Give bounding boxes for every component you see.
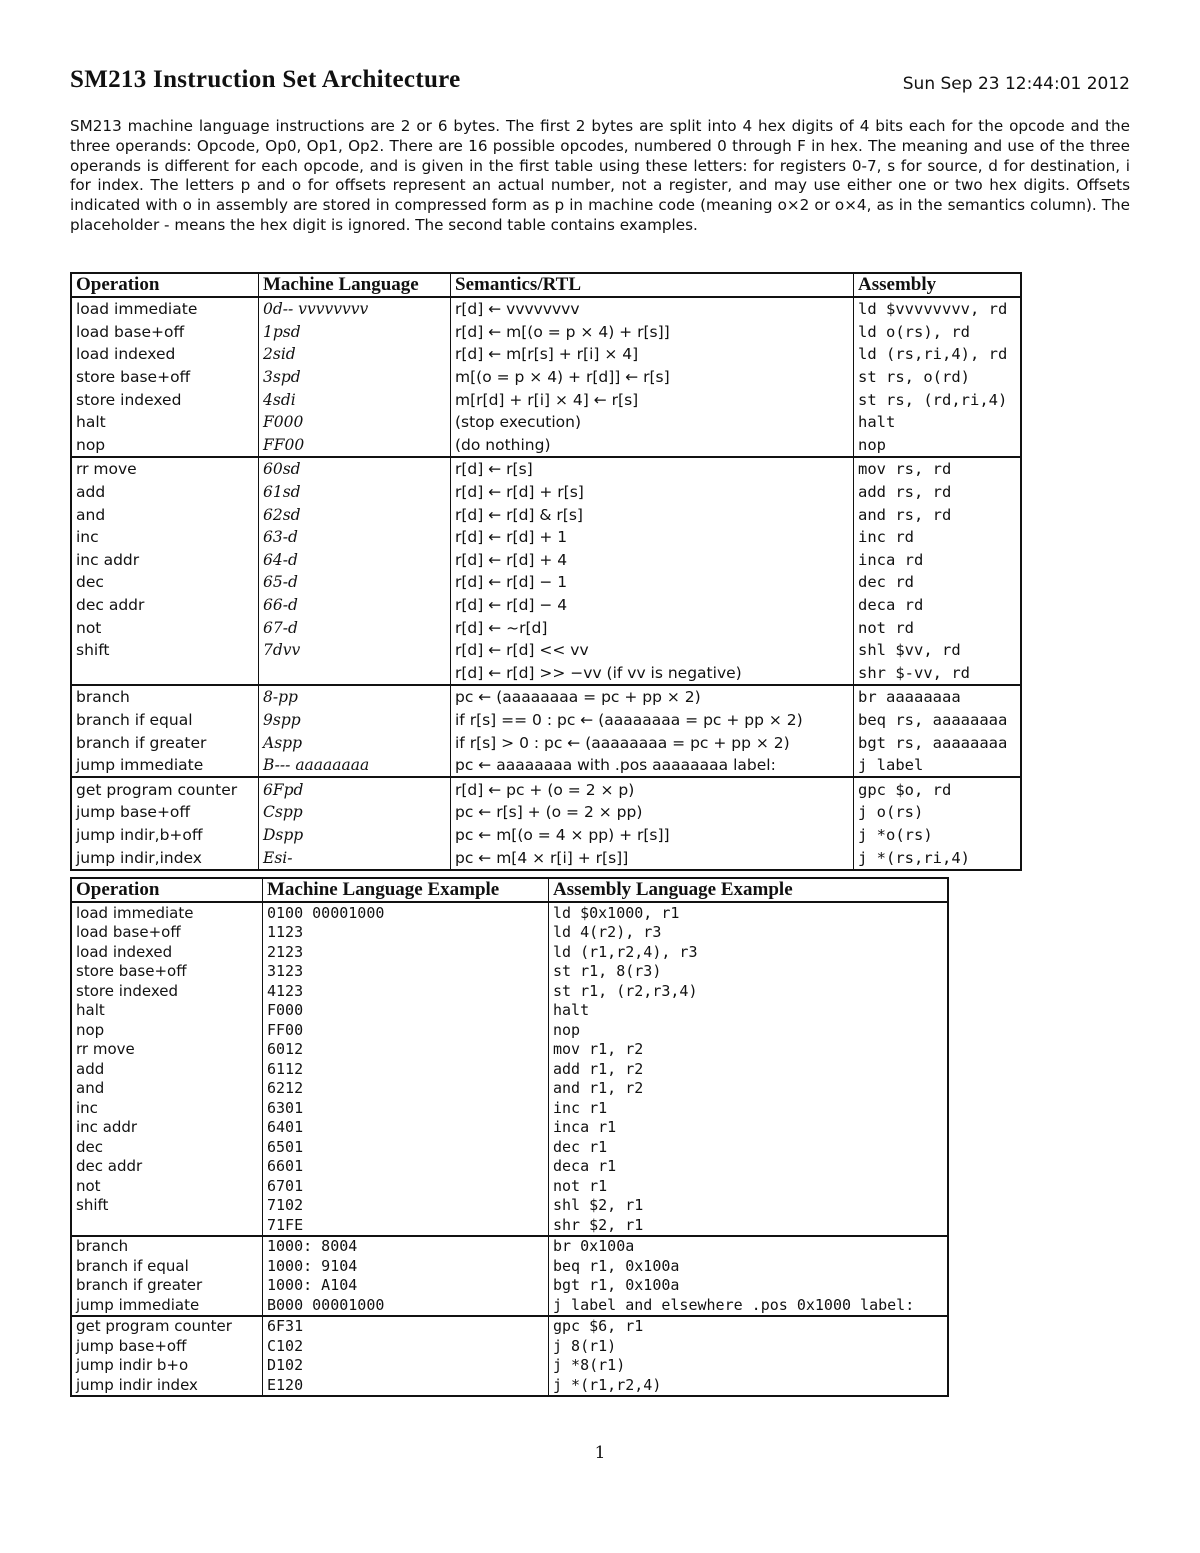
isa-cell-rtl: pc ← m[(o = 4 × pp) + r[s]] xyxy=(451,824,854,847)
isa-row xyxy=(71,343,1021,366)
isa-cell-asm: beq rs, aaaaaaaa xyxy=(858,710,1008,729)
isa-cell-asm: add rs, rd xyxy=(858,483,952,502)
isa-row xyxy=(71,366,1021,389)
example-row xyxy=(71,1256,948,1276)
isa-table-body xyxy=(71,297,1021,870)
isa-header-semantics: Semantics/RTL xyxy=(451,273,854,297)
example-row xyxy=(71,942,948,962)
example-row xyxy=(71,1020,948,1040)
isa-cell-ml: 64-d xyxy=(259,549,451,572)
example-row xyxy=(71,1059,948,1079)
example-row xyxy=(71,1157,948,1177)
example-cell-asm: j label and elsewhere .pos 0x1000 label: xyxy=(553,1295,915,1314)
isa-cell-op: jump indir,index xyxy=(71,846,259,870)
example-cell-ml: 7102 xyxy=(263,1196,549,1216)
example-cell-op: load indexed xyxy=(71,942,263,962)
example-cell-asm: ld $0x1000, r1 xyxy=(553,903,680,922)
isa-cell-op: jump base+off xyxy=(71,801,259,824)
example-row xyxy=(71,1316,948,1337)
isa-header-assembly: Assembly xyxy=(854,273,1022,297)
isa-header-machine-language: Machine Language xyxy=(259,273,451,297)
example-cell-ml: 6F31 xyxy=(263,1316,549,1337)
example-cell-asm: st r1, 8(r3) xyxy=(553,962,662,981)
examples-header-operation: Operation xyxy=(71,878,263,902)
isa-cell-op: branch if equal xyxy=(71,709,259,732)
example-row xyxy=(71,981,948,1001)
example-row xyxy=(71,1336,948,1356)
isa-cell-rtl: r[d] ← r[d] << vv xyxy=(451,639,854,662)
isa-cell-op: not xyxy=(71,616,259,639)
example-cell-op: jump indir b+o xyxy=(71,1356,263,1376)
isa-cell-rtl: m[(o = p × 4) + r[d]] ← r[s] xyxy=(451,366,854,389)
examples-header-assembly: Assembly Language Example xyxy=(549,878,949,902)
example-cell-op: inc addr xyxy=(71,1118,263,1138)
isa-cell-rtl: r[d] ← r[d] − 4 xyxy=(451,594,854,617)
isa-cell-op: shift xyxy=(71,639,259,662)
example-cell-op: and xyxy=(71,1079,263,1099)
isa-cell-op: load indexed xyxy=(71,343,259,366)
example-cell-ml: 2123 xyxy=(263,942,549,962)
isa-row xyxy=(71,777,1021,801)
example-cell-ml: E120 xyxy=(263,1375,549,1396)
isa-cell-ml: F000 xyxy=(259,411,451,434)
example-cell-op: jump immediate xyxy=(71,1295,263,1316)
example-cell-op: nop xyxy=(71,1020,263,1040)
isa-cell-asm: and rs, rd xyxy=(858,505,952,524)
example-cell-op: branch xyxy=(71,1236,263,1257)
example-row xyxy=(71,1137,948,1157)
isa-cell-rtl: if r[s] > 0 : pc ← (aaaaaaaa = pc + pp × 2) xyxy=(451,731,854,754)
example-cell-op: branch if equal xyxy=(71,1256,263,1276)
isa-cell-op: add xyxy=(71,481,259,504)
example-cell-asm: and r1, r2 xyxy=(553,1079,644,1098)
example-cell-ml: 6301 xyxy=(263,1098,549,1118)
isa-cell-asm: ld $vvvvvvvv, rd xyxy=(858,300,1008,319)
example-cell-ml: C102 xyxy=(263,1336,549,1356)
example-cell-ml: 3123 xyxy=(263,962,549,982)
isa-cell-ml: Esi- xyxy=(259,846,451,870)
isa-cell-asm: j *(rs,ri,4) xyxy=(858,848,970,867)
isa-cell-asm: halt xyxy=(858,413,896,432)
example-cell-op: inc xyxy=(71,1098,263,1118)
isa-cell-asm: inc rd xyxy=(858,528,914,547)
isa-cell-rtl: pc ← r[s] + (o = 2 × pp) xyxy=(451,801,854,824)
isa-cell-asm: ld o(rs), rd xyxy=(858,322,970,341)
isa-cell-op: get program counter xyxy=(71,777,259,801)
example-row xyxy=(71,1118,948,1138)
isa-row xyxy=(71,824,1021,847)
isa-cell-ml: 65-d xyxy=(259,571,451,594)
example-row xyxy=(71,1001,948,1021)
isa-cell-asm: mov rs, rd xyxy=(854,457,1022,481)
isa-cell-op: and xyxy=(71,503,259,526)
isa-cell-ml: 0d-- vvvvvvvv xyxy=(259,297,451,321)
isa-cell-op: inc xyxy=(71,526,259,549)
example-cell-asm: shr $2, r1 xyxy=(553,1215,644,1234)
isa-cell-asm: shl $vv, rd xyxy=(858,641,961,660)
example-row xyxy=(71,962,948,982)
example-cell-asm: j 8(r1) xyxy=(553,1336,617,1355)
isa-cell-asm: bgt rs, aaaaaaaa xyxy=(858,733,1008,752)
isa-cell-ml: 61sd xyxy=(259,481,451,504)
isa-cell-rtl: r[d] ← r[d] >> −vv (if vv is negative) xyxy=(451,662,854,686)
isa-row xyxy=(71,571,1021,594)
example-cell-op: branch if greater xyxy=(71,1276,263,1296)
isa-row xyxy=(71,297,1021,321)
example-cell-op: jump indir index xyxy=(71,1375,263,1396)
isa-row xyxy=(71,662,1021,686)
isa-row xyxy=(71,709,1021,732)
example-row xyxy=(71,1236,948,1257)
example-row xyxy=(71,1098,948,1118)
example-cell-asm: dec r1 xyxy=(553,1137,608,1156)
example-cell-ml: 6501 xyxy=(263,1137,549,1157)
example-cell-op: store indexed xyxy=(71,981,263,1001)
isa-cell-asm: j *o(rs) xyxy=(858,825,933,844)
example-cell-asm: br 0x100a xyxy=(549,1236,949,1257)
isa-cell-rtl: if r[s] == 0 : pc ← (aaaaaaaa = pc + pp × 2) xyxy=(451,709,854,732)
isa-cell-asm: not rd xyxy=(858,618,914,637)
example-row xyxy=(71,1176,948,1196)
isa-cell-op: load immediate xyxy=(71,297,259,321)
example-cell-ml: 6112 xyxy=(263,1059,549,1079)
isa-cell-ml: 63-d xyxy=(259,526,451,549)
isa-cell-ml: Cspp xyxy=(259,801,451,824)
example-cell-asm: not r1 xyxy=(553,1176,608,1195)
isa-cell-rtl: r[d] ← r[d] + r[s] xyxy=(451,481,854,504)
isa-cell-ml: 8-pp xyxy=(259,685,451,709)
isa-cell-op: dec addr xyxy=(71,594,259,617)
isa-cell-rtl: r[d] ← pc + (o = 2 × p) xyxy=(451,777,854,801)
intro-text: SM213 machine language instructions are 2 or 6 bytes. The first 2 bytes are split into 4 hex digits of 4 bits each for the opcode and the three operands: Opcode, Op0, Op1, Op2. There are 16 possible opcodes, numbered 0 through F in hex. The meaning and use of the three operands is different for each opcode, and is given in the first table using these letters: for registers 0-7, s for source, d for destination, i for index. The letters p and o for offsets represent an actual number, not a register, and may use either one or two hex digits. Offsets indicated with o in assembly are stored in compressed form as p in machine code (meaning o×2 or o×4, as in the semantics column). The placeholder - means the hex digit is ignored. The second table contains examples. xyxy=(70,117,1130,234)
isa-cell-asm: st rs, o(rd) xyxy=(858,368,970,387)
isa-row xyxy=(71,434,1021,458)
example-cell-ml: F000 xyxy=(263,1001,549,1021)
isa-cell-op: rr move xyxy=(71,457,259,481)
example-cell-asm: deca r1 xyxy=(553,1157,617,1176)
isa-cell-op: jump indir,b+off xyxy=(71,824,259,847)
example-cell-asm: beq r1, 0x100a xyxy=(553,1256,680,1275)
example-cell-ml: 6401 xyxy=(263,1118,549,1138)
isa-cell-ml: 62sd xyxy=(259,503,451,526)
isa-row xyxy=(71,801,1021,824)
example-cell-ml: 1123 xyxy=(263,923,549,943)
example-cell-asm: shl $2, r1 xyxy=(553,1196,644,1215)
isa-row xyxy=(71,754,1021,778)
examples-table xyxy=(70,877,949,1397)
example-cell-ml: 71FE xyxy=(263,1215,549,1236)
isa-row xyxy=(71,846,1021,870)
example-cell-ml: 4123 xyxy=(263,981,549,1001)
isa-cell-ml: 9spp xyxy=(259,709,451,732)
isa-reference-table xyxy=(70,272,1022,871)
isa-cell-op: nop xyxy=(71,434,259,458)
isa-cell-rtl: r[d] ← r[s] xyxy=(451,457,854,481)
isa-cell-ml: B--- aaaaaaaa xyxy=(259,754,451,778)
isa-cell-rtl: r[d] ← m[r[s] + r[i] × 4] xyxy=(451,343,854,366)
isa-row xyxy=(71,388,1021,411)
isa-cell-asm: inca rd xyxy=(858,550,924,569)
isa-cell-ml xyxy=(259,662,451,686)
example-cell-op: rr move xyxy=(71,1040,263,1060)
example-row xyxy=(71,1356,948,1376)
isa-cell-op: store base+off xyxy=(71,366,259,389)
example-cell-ml: B000 00001000 xyxy=(263,1295,549,1316)
example-cell-ml: 1000: 9104 xyxy=(263,1256,549,1276)
isa-row xyxy=(71,594,1021,617)
isa-cell-op: inc addr xyxy=(71,549,259,572)
isa-cell-op: load base+off xyxy=(71,321,259,344)
example-cell-asm: add r1, r2 xyxy=(553,1059,644,1078)
isa-cell-ml: 4sdi xyxy=(259,388,451,411)
example-cell-op: dec xyxy=(71,1137,263,1157)
isa-cell-ml: 6Fpd xyxy=(259,777,451,801)
examples-table-header-row xyxy=(71,878,948,902)
example-cell-op: load immediate xyxy=(71,902,263,923)
isa-cell-op: store indexed xyxy=(71,388,259,411)
isa-row xyxy=(71,481,1021,504)
isa-row xyxy=(71,639,1021,662)
isa-cell-ml: 67-d xyxy=(259,616,451,639)
isa-cell-op: dec xyxy=(71,571,259,594)
example-cell-ml: 1000: 8004 xyxy=(263,1236,549,1257)
example-row xyxy=(71,923,948,943)
isa-cell-op: branch xyxy=(71,685,259,709)
page-number: 1 xyxy=(594,1443,606,1463)
example-cell-op: jump base+off xyxy=(71,1336,263,1356)
isa-cell-asm: nop xyxy=(858,435,886,454)
isa-cell-asm: j label xyxy=(858,756,924,775)
example-cell-asm: nop xyxy=(553,1020,581,1039)
example-row xyxy=(71,1079,948,1099)
example-cell-op: dec addr xyxy=(71,1157,263,1177)
isa-cell-rtl: pc ← m[4 × r[i] + r[s]] xyxy=(451,846,854,870)
isa-cell-rtl: (stop execution) xyxy=(451,411,854,434)
example-cell-op xyxy=(71,1215,263,1236)
isa-cell-rtl: r[d] ← m[(o = p × 4) + r[s]] xyxy=(451,321,854,344)
isa-cell-ml: 60sd xyxy=(259,457,451,481)
example-row xyxy=(71,1375,948,1396)
isa-cell-rtl: r[d] ← ~r[d] xyxy=(451,616,854,639)
isa-row xyxy=(71,411,1021,434)
isa-cell-asm: dec rd xyxy=(858,573,914,592)
isa-cell-ml: 2sid xyxy=(259,343,451,366)
example-cell-op: shift xyxy=(71,1196,263,1216)
example-cell-ml: 6601 xyxy=(263,1157,549,1177)
isa-row xyxy=(71,457,1021,481)
isa-cell-asm: deca rd xyxy=(858,596,924,615)
example-cell-op: load base+off xyxy=(71,923,263,943)
example-row xyxy=(71,1276,948,1296)
example-cell-asm: j *(r1,r2,4) xyxy=(553,1375,662,1394)
isa-cell-asm: shr $-vv, rd xyxy=(858,663,970,682)
isa-cell-ml: 3spd xyxy=(259,366,451,389)
example-cell-ml: 6212 xyxy=(263,1079,549,1099)
example-cell-op: get program counter xyxy=(71,1316,263,1337)
example-cell-ml: 1000: A104 xyxy=(263,1276,549,1296)
isa-cell-rtl: r[d] ← r[d] + 1 xyxy=(451,526,854,549)
isa-cell-rtl: pc ← (aaaaaaaa = pc + pp × 2) xyxy=(451,685,854,709)
examples-table-body xyxy=(71,902,948,1396)
example-cell-op: store base+off xyxy=(71,962,263,982)
example-cell-op: halt xyxy=(71,1001,263,1021)
example-cell-ml: D102 xyxy=(263,1356,549,1376)
isa-cell-asm: ld (rs,ri,4), rd xyxy=(858,345,1008,364)
isa-cell-asm: gpc $o, rd xyxy=(854,777,1022,801)
isa-cell-rtl: r[d] ← r[d] + 4 xyxy=(451,549,854,572)
example-cell-asm: gpc $6, r1 xyxy=(549,1316,949,1337)
example-row xyxy=(71,1196,948,1216)
example-cell-asm: st r1, (r2,r3,4) xyxy=(553,981,698,1000)
example-cell-op: not xyxy=(71,1176,263,1196)
isa-cell-ml: Dspp xyxy=(259,824,451,847)
page-title: SM213 Instruction Set Architecture xyxy=(70,66,461,93)
isa-cell-op xyxy=(71,662,259,686)
example-cell-asm: j *8(r1) xyxy=(553,1356,626,1375)
isa-row xyxy=(71,503,1021,526)
isa-cell-ml: Aspp xyxy=(259,731,451,754)
isa-row xyxy=(71,685,1021,709)
example-cell-asm: mov r1, r2 xyxy=(553,1040,644,1059)
isa-cell-asm: j o(rs) xyxy=(858,803,924,822)
isa-cell-rtl: r[d] ← r[d] − 1 xyxy=(451,571,854,594)
isa-cell-asm: st rs, (rd,ri,4) xyxy=(858,390,1008,409)
isa-row xyxy=(71,616,1021,639)
example-row xyxy=(71,1040,948,1060)
isa-row xyxy=(71,321,1021,344)
example-cell-ml: FF00 xyxy=(263,1020,549,1040)
isa-cell-ml: FF00 xyxy=(259,434,451,458)
isa-cell-rtl: pc ← aaaaaaaa with .pos aaaaaaaa label: xyxy=(451,754,854,778)
example-cell-asm: halt xyxy=(553,1001,590,1020)
isa-row xyxy=(71,731,1021,754)
isa-cell-op: branch if greater xyxy=(71,731,259,754)
isa-cell-rtl: r[d] ← vvvvvvvv xyxy=(451,297,854,321)
example-cell-ml: 6701 xyxy=(263,1176,549,1196)
isa-cell-ml: 66-d xyxy=(259,594,451,617)
isa-cell-ml: 7dvv xyxy=(259,639,451,662)
isa-header-operation: Operation xyxy=(71,273,259,297)
example-row xyxy=(71,902,948,923)
example-cell-ml: 6012 xyxy=(263,1040,549,1060)
example-cell-asm: inc r1 xyxy=(553,1098,608,1117)
isa-cell-rtl: r[d] ← r[d] & r[s] xyxy=(451,503,854,526)
isa-cell-rtl: (do nothing) xyxy=(451,434,854,458)
example-cell-ml: 0100 00001000 xyxy=(263,902,549,923)
example-cell-asm: ld (r1,r2,4), r3 xyxy=(553,942,698,961)
example-row xyxy=(71,1215,948,1236)
document-date: Sun Sep 23 12:44:01 2012 xyxy=(902,74,1130,94)
isa-cell-ml: 1psd xyxy=(259,321,451,344)
example-cell-asm: inca r1 xyxy=(553,1118,617,1137)
example-cell-op: add xyxy=(71,1059,263,1079)
isa-cell-op: halt xyxy=(71,411,259,434)
example-row xyxy=(71,1295,948,1316)
example-cell-asm: bgt r1, 0x100a xyxy=(553,1276,680,1295)
isa-row xyxy=(71,526,1021,549)
example-cell-asm: ld 4(r2), r3 xyxy=(553,923,662,942)
isa-table-header-row xyxy=(71,273,1021,297)
isa-cell-asm: br aaaaaaaa xyxy=(854,685,1022,709)
isa-row xyxy=(71,549,1021,572)
isa-cell-op: jump immediate xyxy=(71,754,259,778)
examples-header-machine-language: Machine Language Example xyxy=(263,878,549,902)
isa-cell-rtl: m[r[d] + r[i] × 4] ← r[s] xyxy=(451,388,854,411)
intro-paragraph xyxy=(70,117,1130,236)
